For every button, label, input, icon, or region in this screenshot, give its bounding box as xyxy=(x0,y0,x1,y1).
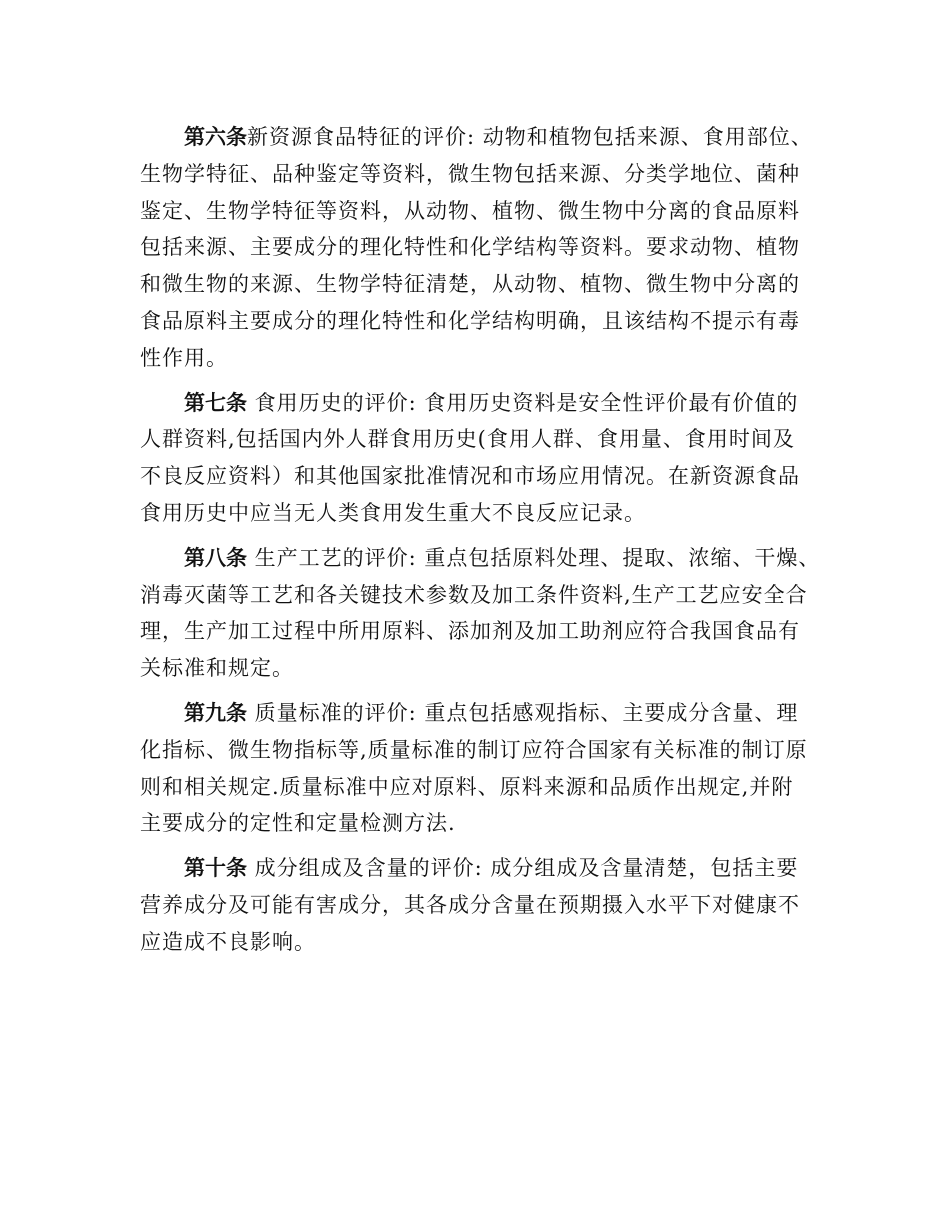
article-7 xyxy=(140,385,820,532)
paragraph-line: 人群资料,包括国内外人群食用历史(食用人群、食用量、食用时间及 xyxy=(140,427,795,452)
paragraph-line: 消毒灭菌等工艺和各关键技术参数及加工条件资料,生产工艺应安全合 xyxy=(140,582,808,607)
article-heading: 第九条 xyxy=(184,700,247,725)
paragraph-line: 和微生物的来源、生物学特征清楚，从动物、植物、微生物中分离的 xyxy=(140,272,800,297)
paragraph-line: 主要成分的定性和定量检测方法. xyxy=(140,811,456,836)
article-heading: 第八条 xyxy=(184,545,247,570)
paragraph-line: 食用历史中应当无人类食用发生重大不良反应记录。 xyxy=(140,500,646,525)
line-text: 新资源食品特征的评价: 动物和植物包括来源、食用部位、 xyxy=(247,125,813,149)
paragraph-line: 包括来源、主要成分的理化特性和化学结构等资料。要求动物、植物 xyxy=(140,235,800,260)
line-text: 质量标准的评价: 重点包括感观指标、主要成分含量、理 xyxy=(247,700,799,725)
paragraph-line: 生物学特征、品种鉴定等资料，微生物包括来源、分类学地位、菌种 xyxy=(140,161,800,186)
paragraph-line: 则和相关规定.质量标准中应对原料、原料来源和品质作出规定,并附 xyxy=(140,774,794,799)
paragraph-line: 鉴定、生物学特征等资料，从动物、植物、微生物中分离的食品原料 xyxy=(140,198,800,223)
paragraph-first-line xyxy=(140,385,820,422)
paragraph-first-line xyxy=(140,540,820,577)
article-10 xyxy=(140,850,820,960)
line-text: 成分组成及含量的评价: 成分组成及含量清楚，包括主要 xyxy=(247,856,799,881)
paragraph-line: 应造成不良影响。 xyxy=(140,929,316,954)
paragraph-line: 食品原料主要成分的理化特性和化学结构明确，且该结构不提示有毒 xyxy=(140,308,800,333)
paragraph-line: 关标准和规定。 xyxy=(140,656,294,681)
article-heading: 第十条 xyxy=(184,856,247,881)
line-text: 生产工艺的评价: 重点包括原料处理、提取、浓缩、干燥、 xyxy=(247,545,821,570)
paragraph-first-line xyxy=(140,850,820,887)
article-8 xyxy=(140,540,820,687)
paragraph-line: 理，生产加工过程中所用原料、添加剂及加工助剂应符合我国食品有 xyxy=(140,619,800,644)
line-text: 食用历史的评价: 食用历史资料是安全性评价最有价值的 xyxy=(247,390,799,415)
article-6 xyxy=(140,119,820,377)
paragraph-line: 化指标、微生物指标等,质量标准的制订应符合国家有关标准的制订原 xyxy=(140,737,808,762)
paragraph-line: 不良反应资料）和其他国家批准情况和市场应用情况。在新资源食品 xyxy=(140,464,800,489)
paragraph-line: 性作用。 xyxy=(140,345,228,370)
article-heading: 第六条 xyxy=(184,125,247,149)
paragraph-first-line xyxy=(140,119,820,156)
article-9 xyxy=(140,695,820,842)
article-heading: 第七条 xyxy=(184,390,247,415)
regulation-text xyxy=(140,119,820,969)
paragraph-line: 营养成分及可能有害成分，其各成分含量在预期摄入水平下对健康不 xyxy=(140,892,800,917)
paragraph-first-line xyxy=(140,695,820,732)
